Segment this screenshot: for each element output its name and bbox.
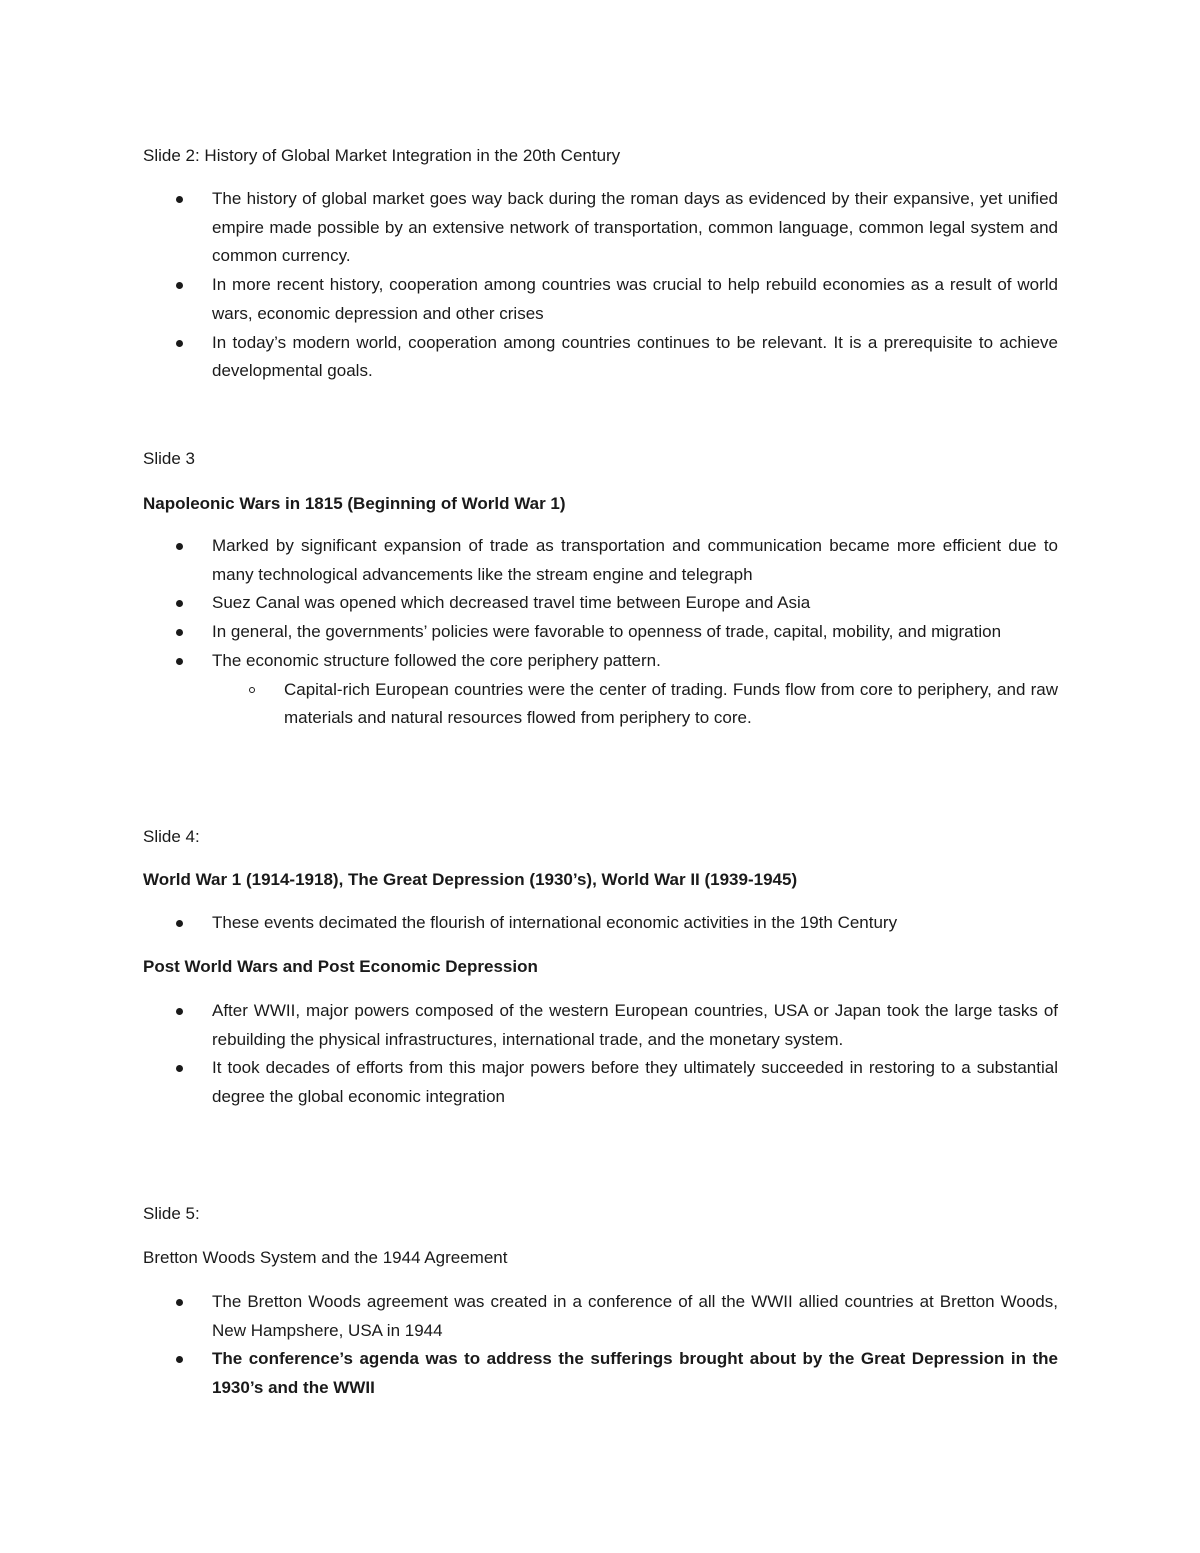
slide-3-heading-wrap [143,490,1058,519]
bullet-icon [176,543,183,550]
list-item: Capital-rich European countries were the center of trading. Funds flow from core to periphery, and raw materials and natural resources flowed from periphery to core. [143,676,1058,733]
bullet-icon [176,1008,183,1015]
list-item: In more recent history, cooperation among countries was crucial to help rebuild economies as a result of world wars, economic depression and other crises [143,271,1058,328]
bullet-icon [176,629,183,636]
list-item: Marked by significant expansion of trade as transportation and communication became more efficient due to many technological advancements like the stream engine and telegraph [143,532,1058,589]
bullet-icon [176,600,183,607]
bullet-icon [176,920,183,927]
circle-bullet-icon [249,687,255,693]
slide-4-label: Slide 4: [143,827,200,846]
slide-5-bullet-list [143,1288,1058,1403]
slide-4-subheading: Post World Wars and Post Economic Depression [143,957,538,976]
section-slide-5 [143,1200,1058,1229]
bullet-icon [176,1356,183,1363]
slide-2-bullet-list [143,185,1058,386]
slide-2-heading: Slide 2: History of Global Market Integration in the 20th Century [143,146,621,165]
slide-4-heading: World War 1 (1914-1918), The Great Depression (1930’s), World War II (1939-1945) [143,870,798,889]
slide-3-label: Slide 3 [143,449,195,468]
slide-5-heading: Bretton Woods System and the 1944 Agreement [143,1248,508,1267]
list-item: In today’s modern world, cooperation among countries continues to be relevant. It is a prerequisite to achieve developmental goals. [143,329,1058,386]
section-slide-4 [143,823,1058,852]
slide-4-heading2-wrap [143,953,1058,982]
bullet-icon [176,196,183,203]
list-item: It took decades of efforts from this major powers before they ultimately succeeded in restoring to a substantial degree the global economic integration [143,1054,1058,1111]
section-slide-2 [143,142,1058,171]
bullet-icon [176,1299,183,1306]
list-item: These events decimated the flourish of international economic activities in the 19th Century [143,909,1058,938]
slide-5-label: Slide 5: [143,1204,200,1223]
slide-3-heading: Napoleonic Wars in 1815 (Beginning of World War 1) [143,494,566,513]
list-item: After WWII, major powers composed of the western European countries, USA or Japan took the large tasks of rebuilding the physical infrastructures, international trade, and the monetary system. [143,997,1058,1054]
list-item: The conference’s agenda was to address the sufferings brought about by the Great Depression in the 1930’s and the WWII [143,1345,1058,1402]
slide-5-heading-wrap [143,1244,1058,1273]
bullet-icon [176,340,183,347]
bullet-icon [176,282,183,289]
slide-3-bullet-list [143,532,1058,733]
list-item: In general, the governments’ policies were favorable to openness of trade, capital, mobility, and migration [143,618,1058,647]
list-item: The economic structure followed the core periphery pattern. [143,647,1058,676]
section-slide-3 [143,445,1058,474]
bullet-icon [176,658,183,665]
slide-4-heading-wrap [143,866,1058,895]
slide-4-bullet-list-2 [143,997,1058,1112]
list-item: Suez Canal was opened which decreased travel time between Europe and Asia [143,589,1058,618]
list-item: The Bretton Woods agreement was created in a conference of all the WWII allied countries at Bretton Woods, New Hampshere, USA in 1944 [143,1288,1058,1345]
slide-4-bullet-list [143,909,1058,938]
bullet-icon [176,1065,183,1072]
slide-3-sub-list [143,676,1058,733]
list-item: The history of global market goes way back during the roman days as evidenced by their expansive, yet unified empire made possible by an extensive network of transportation, common language, common legal system and common currency. [143,185,1058,271]
